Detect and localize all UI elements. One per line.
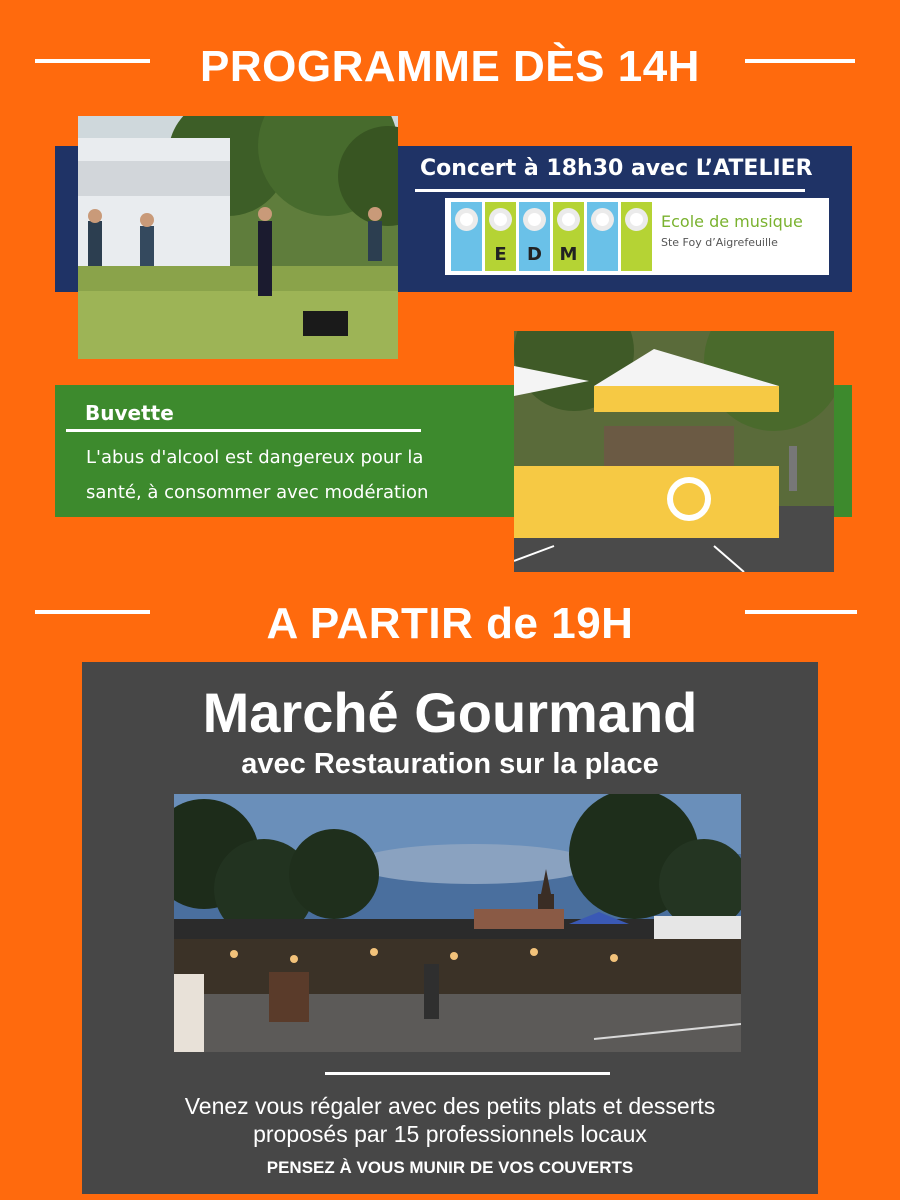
- speaker-icon: [523, 208, 546, 231]
- music-school-logo: [445, 198, 829, 275]
- marche-divider: [325, 1072, 610, 1075]
- concert-photo: [78, 116, 398, 359]
- marche-note: PENSEZ À VOUS MUNIR DE VOS COUVERTS: [266, 1158, 634, 1177]
- logo-column: [553, 202, 584, 271]
- music-school-name: Ecole de musique: [661, 212, 803, 231]
- speaker-icon: [625, 208, 648, 231]
- logo-column: [485, 202, 516, 271]
- marche-title: Marché Gourmand: [202, 681, 698, 744]
- heading-right-line: [745, 610, 857, 614]
- marche-description: [82, 1092, 818, 1148]
- speaker-icon: [591, 208, 614, 231]
- evening-heading: A PARTIR de 19H: [266, 599, 634, 648]
- marche-description-line: proposés par 15 professionnels locaux: [253, 1121, 647, 1147]
- speaker-icon: [455, 208, 478, 231]
- program-heading: PROGRAMME DÈS 14H: [200, 42, 700, 91]
- heading-right-line: [745, 59, 855, 63]
- speaker-icon: [557, 208, 580, 231]
- marche-photo: [174, 794, 741, 1052]
- logo-letter: D: [527, 244, 542, 265]
- marche-description-line: Venez vous régaler avec des petits plats et desserts: [184, 1093, 716, 1119]
- logo-letter: E: [494, 244, 507, 265]
- concert-title: Concert à 18h30 avec L’ATELIER: [420, 156, 813, 181]
- logo-letter: M: [559, 244, 578, 265]
- marche-subtitle: avec Restauration sur la place: [241, 748, 659, 780]
- music-school-place: Ste Foy d’Aigrefeuille: [661, 236, 778, 249]
- buvette-warning-line: L'abus d'alcool est dangereux pour la: [86, 447, 424, 468]
- buvette-title: Buvette: [85, 401, 174, 425]
- logo-column: [621, 202, 652, 271]
- logo-column: [587, 202, 618, 271]
- logo-column: [451, 202, 482, 271]
- buvette-warning-line: santé, à consommer avec modération: [86, 482, 429, 503]
- logo-column: [519, 202, 550, 271]
- speaker-icon: [489, 208, 512, 231]
- buvette-warning: [86, 440, 506, 510]
- concert-underline: [415, 189, 805, 192]
- buvette-underline: [66, 429, 421, 432]
- buvette-photo: [514, 331, 834, 572]
